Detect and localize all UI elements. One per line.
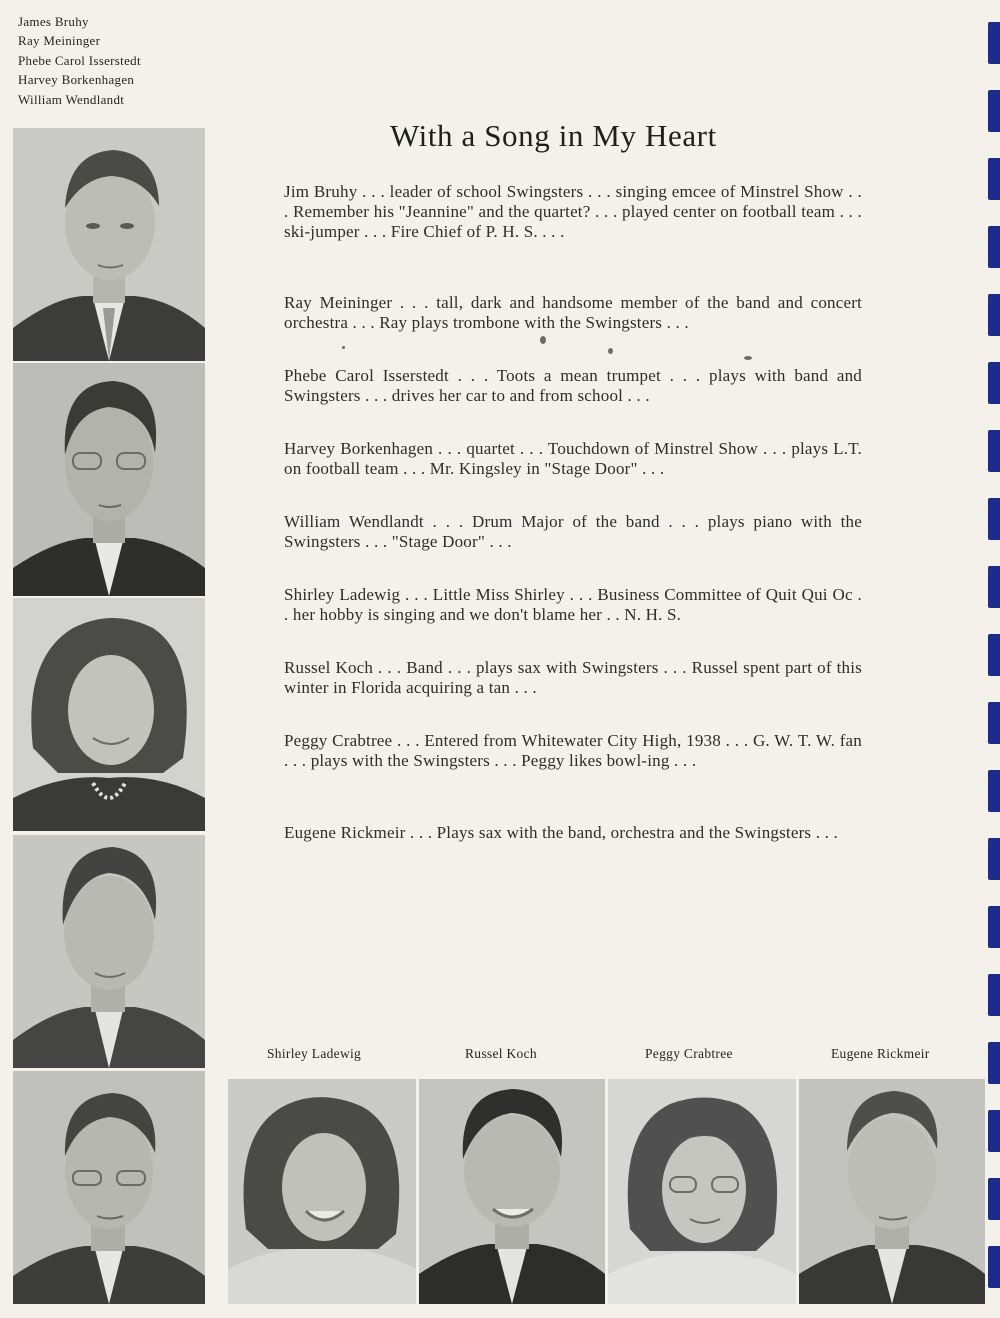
binder-ring: [988, 974, 1000, 1016]
names-list-item: Ray Meininger: [18, 33, 101, 49]
portrait-photo: [799, 1079, 985, 1304]
bio-paragraph: Jim Bruhy . . . leader of school Swingsters . . . singing emcee of Minstrel Show . . . Remember his "Jeannine" and the quartet? . . . played center on football team . . . ski-jumper . . . Fire Chief of P. H. S. . . .: [284, 182, 862, 241]
portrait-photo: [13, 363, 205, 596]
portrait-photo: [13, 835, 205, 1068]
bio-paragraph: Russel Koch . . . Band . . . plays sax with Swingsters . . . Russel spent part of this winter in Florida acquiring a tan . . .: [284, 658, 862, 697]
binder-ring: [988, 1042, 1000, 1084]
binder-ring: [988, 362, 1000, 404]
binder-ring: [988, 430, 1000, 472]
photo-caption: Peggy Crabtree: [645, 1046, 733, 1061]
binder-ring: [988, 498, 1000, 540]
print-speck: [744, 356, 752, 360]
binder-ring: [988, 158, 1000, 200]
binder-ring: [988, 1246, 1000, 1288]
names-list-item: William Wendlandt: [18, 91, 125, 107]
print-speck: [608, 348, 613, 354]
photo-caption: Russel Koch: [465, 1046, 537, 1061]
binder-ring: [988, 634, 1000, 676]
portrait-photo: [13, 128, 205, 361]
portrait-photo: [13, 1071, 205, 1304]
binder-edge: [986, 0, 1000, 1318]
photo-caption: Eugene Rickmeir: [831, 1046, 930, 1061]
bio-paragraph: Shirley Ladewig . . . Little Miss Shirley . . . Business Committee of Quit Qui Oc . . her hobby is singing and we don't blame her . . N. H. S.: [284, 585, 862, 624]
binder-ring: [988, 770, 1000, 812]
bio-paragraph: Eugene Rickmeir . . . Plays sax with the band, orchestra and the Swingsters . . .: [284, 823, 838, 842]
portrait-photo: [228, 1079, 416, 1304]
portrait-photo: [419, 1079, 605, 1304]
print-speck: [540, 336, 546, 344]
portrait-photo: [608, 1079, 796, 1304]
binder-ring: [988, 906, 1000, 948]
print-speck: [342, 346, 345, 349]
binder-ring: [988, 1178, 1000, 1220]
bio-paragraph: Ray Meininger . . . tall, dark and handsome member of the band and concert orchestra . . . Ray plays trombone with the Swingsters . . .: [284, 293, 862, 332]
names-list-item: Phebe Carol Isserstedt: [18, 52, 141, 68]
binder-ring: [988, 90, 1000, 132]
portrait-photo: [13, 598, 205, 831]
binder-ring: [988, 838, 1000, 880]
names-list: [18, 12, 141, 109]
binder-ring: [988, 226, 1000, 268]
page-title: With a Song in My Heart: [390, 118, 717, 153]
binder-ring: [988, 566, 1000, 608]
binder-ring: [988, 294, 1000, 336]
binder-ring: [988, 702, 1000, 744]
binder-ring: [988, 1110, 1000, 1152]
names-list-item: James Bruhy: [18, 14, 89, 29]
photo-caption: Shirley Ladewig: [267, 1046, 362, 1061]
names-list-item: Harvey Borkenhagen: [18, 72, 135, 88]
bio-paragraph: Phebe Carol Isserstedt . . . Toots a mean trumpet . . . plays with band and Swingsters . . . drives her car to and from school . . .: [284, 366, 862, 405]
bio-paragraph: William Wendlandt . . . Drum Major of the band . . . plays piano with the Swingsters . . . "Stage Door" . . .: [284, 512, 862, 551]
bio-paragraph: Harvey Borkenhagen . . . quartet . . . Touchdown of Minstrel Show . . . plays L.T. on football team . . . Mr. Kingsley in "Stage Door" . . .: [284, 439, 862, 478]
binder-ring: [988, 22, 1000, 64]
bio-paragraph: Peggy Crabtree . . . Entered from Whitewater City High, 1938 . . . G. W. T. W. fan . . . plays with the Swingsters . . . Peggy likes bowl-ing . . .: [284, 731, 862, 770]
